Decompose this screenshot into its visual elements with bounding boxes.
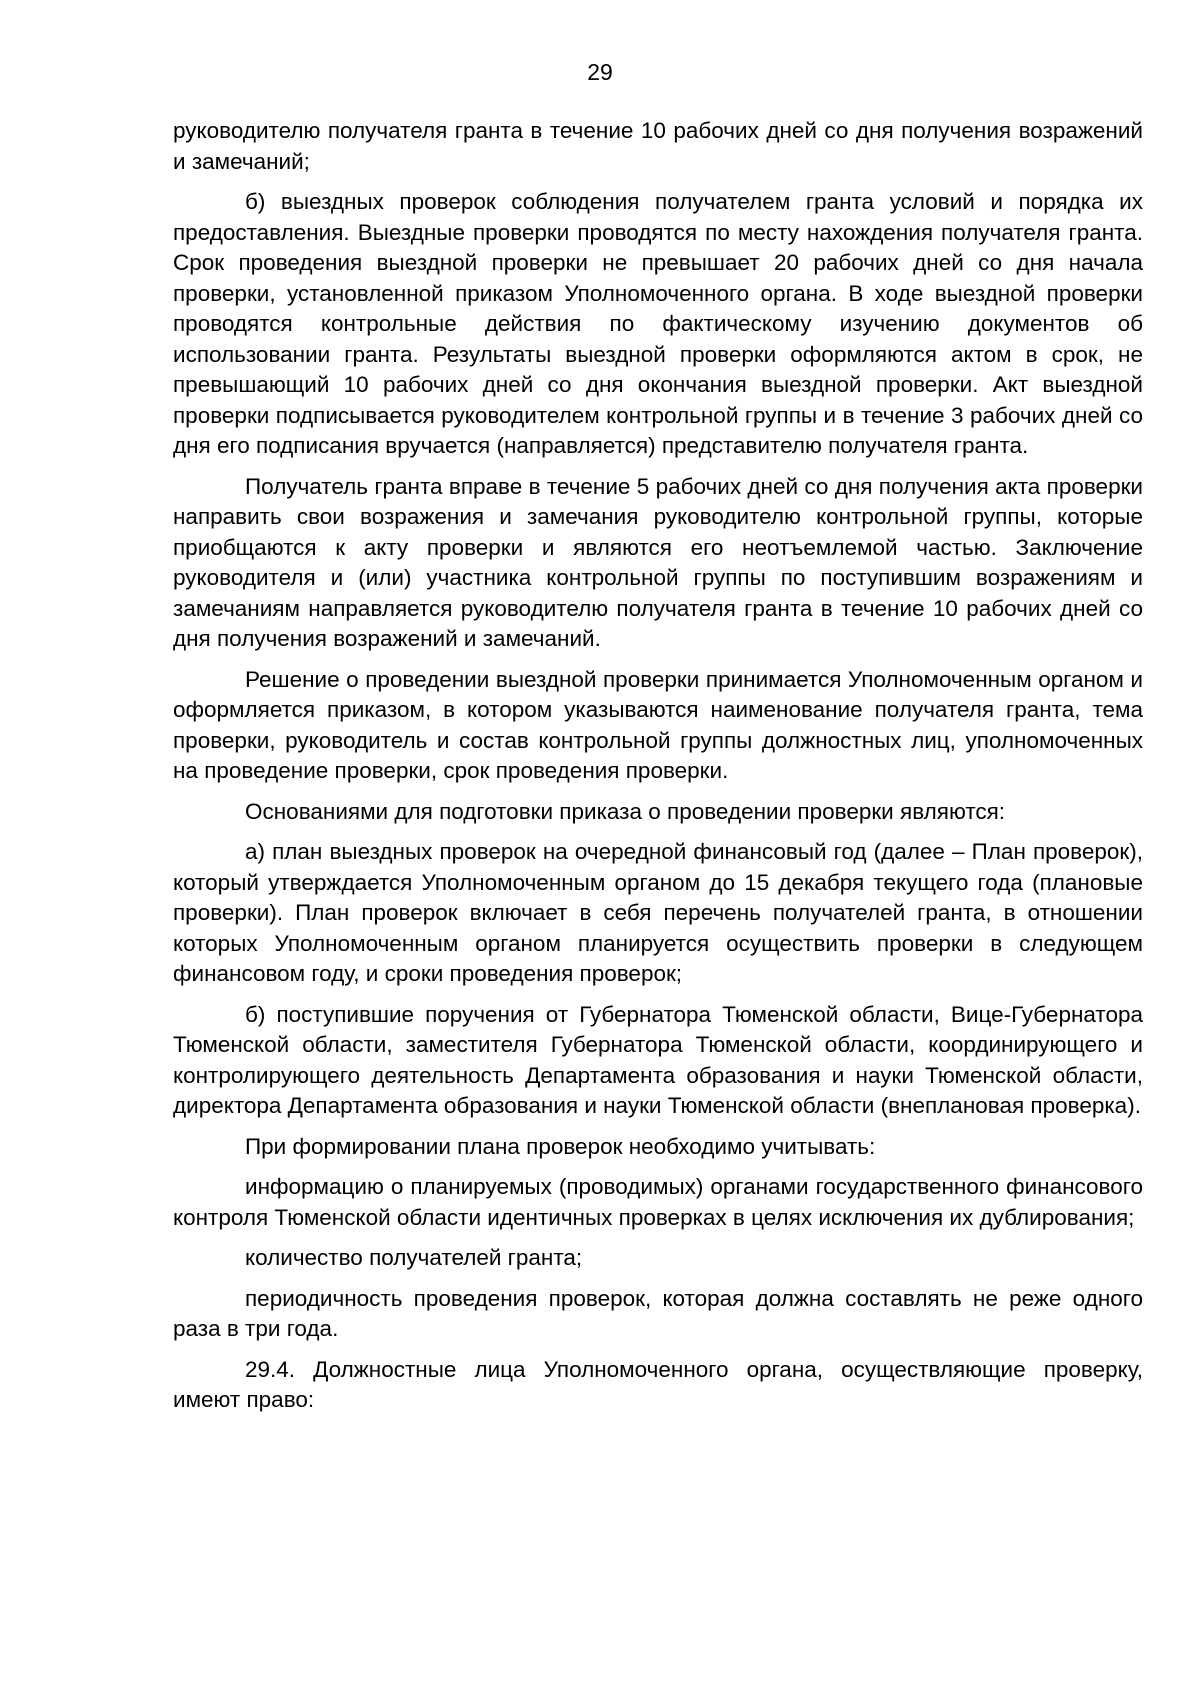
paragraph-grounds: Основаниями для подготовки приказа о проведении проверки являются:	[245, 798, 1006, 824]
paragraph-inspection-plan: а) план выездных проверок на очередной финансовый год (далее – План проверок), который утверждается Уполномоченным органом до 15 декабря текущего года (плановые проверки). План проверок включает в себя перечень получателей гранта, в отношении которых Уполномоченным органом планируется осуществить проверки в следующем финансовом году, и сроки проведения проверок;	[173, 839, 1143, 986]
paragraph-objections: Получатель гранта вправе в течение 5 рабочих дней со дня получения акта проверки направить свои возражения и замечания руководителю контрольной группы, которые приобщаются к акту проверки и являются его неотъемлемой частью. Заключение руководителя и (или) участника контрольной группы по поступившим возражениям и замечаниям направляется руководителю получателя гранта в течение 10 рабочих дней со дня получения возражений и замечаний.	[173, 473, 1143, 651]
paragraph-officials-rights: 29.4. Должностные лица Уполномоченного органа, осуществляющие проверку, имеют право:	[173, 1356, 1143, 1412]
paragraph-plan-forming: При формировании плана проверок необходимо учитывать:	[245, 1133, 876, 1159]
paragraph-recipient-count: количество получателей гранта;	[245, 1245, 583, 1270]
paragraph-instructions: б) поступившие поручения от Губернатора Тюменской области, Вице-Губернатора Тюменской области, заместителя Губернатора Тюменской области, координирующего и контролирующего деятельность Департамента образования и науки Тюменской области, директора Департамента образования и науки Тюменской области (внеплановая проверка).	[173, 1001, 1143, 1118]
paragraph-information: информацию о планируемых (проводимых) органами государственного финансового контроля Тюменской области идентичных проверках в целях исключения их дублирования;	[173, 1174, 1143, 1230]
paragraph-field-inspections: б) выездных проверок соблюдения получателем гранта условий и порядка их предоставления. Выездные проверки проводятся по месту нахождения получателя гранта. Срок проведения выездной проверки не превышает 20 рабочих дней со дня начала проверки, установленной приказом Уполномоченного органа. В ходе выездной проверки проводятся контрольные действия по фактическому изучению документов об использовании гранта. Результаты выездной проверки оформляются актом в срок, не превышающий 10 рабочих дней со дня окончания выездной проверки. Акт выездной проверки подписывается руководителем контрольной группы и в течение 3 рабочих дней со дня его подписания вручается (направляется) представителю получателя гранта.	[173, 189, 1143, 458]
paragraph-inspection-decision: Решение о проведении выездной проверки принимается Уполномоченным органом и оформляется приказом, в котором указываются наименование получателя гранта, тема проверки, руководитель и состав контрольной группы должностных лиц, уполномоченных на проведение проверки, срок проведения проверки.	[173, 666, 1143, 783]
document-body	[173, 116, 1143, 1426]
paragraph-periodicity: периодичность проведения проверок, которая должна составлять не реже одного раза в три года.	[173, 1285, 1143, 1341]
page-number: 29	[587, 59, 613, 85]
paragraph-continuation: руководителю получателя гранта в течение 10 рабочих дней со дня получения возражений и замечаний;	[173, 118, 1143, 174]
